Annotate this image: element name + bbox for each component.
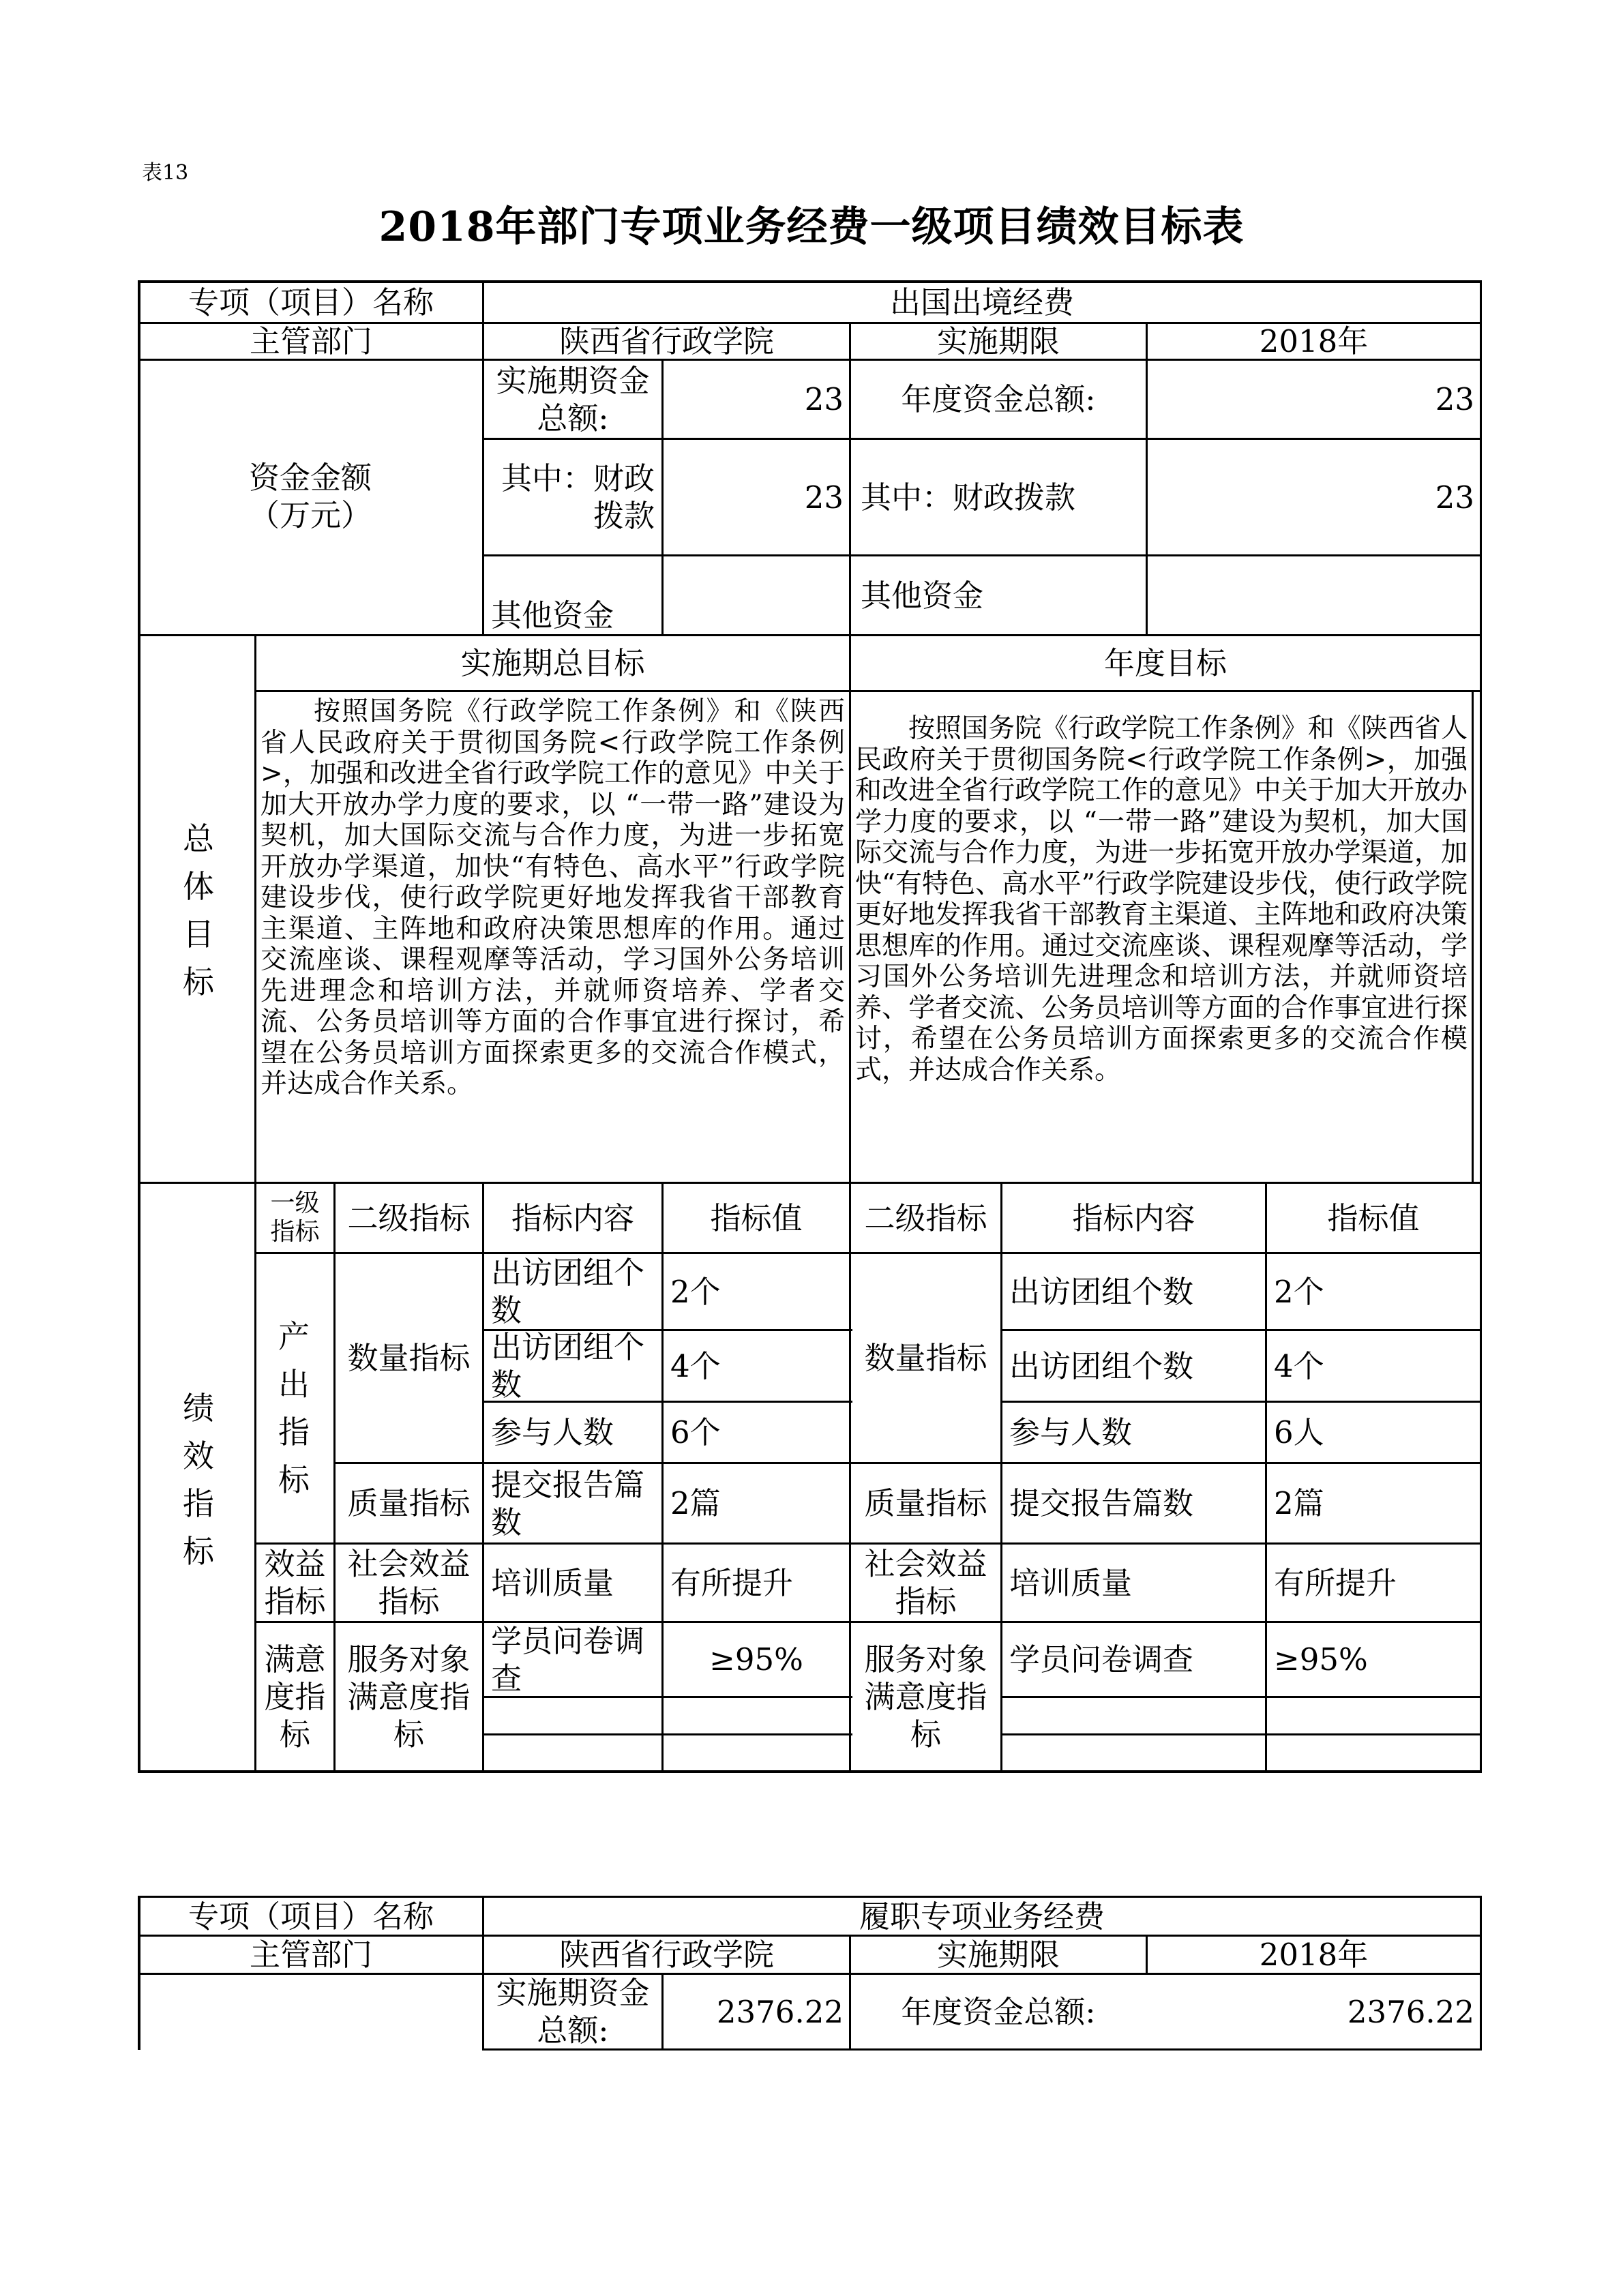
quality-label-left: 质量指标 [347, 1485, 471, 1521]
right-row-1-value: 2个 [1274, 1273, 1324, 1310]
left-row-3-value: 6个 [670, 1414, 721, 1450]
dept-value-2: 陕西省行政学院 [559, 1937, 774, 1973]
right-row-6-content: 学员问卷调查 [1009, 1641, 1194, 1678]
project-name-label: 专项（项目）名称 [188, 284, 434, 320]
impl-goal-text: 按照国务院《行政学院工作条例》和《陕西省人民政府关于贯彻国务院<行政学院工作条例>，加强和改进全省行政学院工作的意见》中关于加大开放办学力度的要求，以 “一带一路”建设为契机，加大国际交流与合作力度，为进一步拓宽开放办学渠道，加快“有特色、高水平”行政学院建设步伐，使行政学院更好地发挥我省干部教育主渠道、主阵地和政府决策思想库的作用。通过交流座谈、课程观摩等活动，学习国外公务培训先进理念和培训方法，并就师资培养、学者交流、公务员培训等方面的合作事宜进行探讨，希望在公务员培训方面探索更多的交流合作模式，并达成合作关系。 [260, 696, 845, 1099]
impl-total-value-2: 2376.22 [716, 1993, 844, 2030]
benefit-indicator-label: 效益指标 [264, 1546, 326, 1620]
fin-label-right: 其中：财政拨款 [861, 479, 1076, 516]
right-row-4-content: 提交报告篇数 [1009, 1485, 1194, 1521]
project-name: 出国出境经费 [889, 284, 1074, 320]
col-value-right: 指标值 [1327, 1199, 1420, 1236]
year-total-label: 年度资金总额: [901, 381, 1096, 417]
quantity-label-left: 数量指标 [347, 1340, 471, 1376]
quality-label-right: 质量指标 [864, 1485, 987, 1521]
period-label: 实施期限 [936, 324, 1060, 359]
other-label-left: 其他资金 [491, 597, 614, 633]
right-row-3-content: 参与人数 [1009, 1414, 1133, 1450]
perf-label: 绩效指标 [183, 1390, 214, 1570]
year-total-label-2: 年度资金总额: [901, 1993, 1096, 2030]
col-level2-left: 二级指标 [347, 1199, 471, 1236]
service-label-left: 服务对象满意度指标 [347, 1641, 471, 1753]
right-row-5-value: 有所提升 [1274, 1564, 1397, 1601]
service-label-right: 服务对象满意度指标 [864, 1641, 987, 1753]
impl-total-label: 实施期资金总额: [496, 362, 650, 436]
year-goal-header: 年度目标 [1103, 645, 1227, 681]
other-value-right [1148, 556, 1480, 634]
right-row-1-content: 出访团组个数 [1009, 1273, 1194, 1310]
goal-label: 总体目标 [183, 820, 214, 1000]
right-row-3-value: 6人 [1274, 1414, 1324, 1450]
left-row-6-value: ≥95% [709, 1641, 803, 1678]
funds-label: 资金金额（万元） [248, 459, 372, 533]
left-row-4-content: 提交报告篇数 [491, 1466, 645, 1540]
project-name-2: 履职专项业务经费 [859, 1898, 1105, 1935]
table-number: 表13 [142, 161, 189, 185]
other-value-left [664, 556, 849, 634]
col-value-left: 指标值 [710, 1199, 803, 1236]
social-label-left: 社会效益指标 [347, 1546, 471, 1620]
period-label-2: 实施期限 [936, 1937, 1060, 1973]
period-value: 2018年 [1259, 324, 1369, 359]
col-content-left: 指标内容 [511, 1199, 634, 1236]
year-goal-text: 按照国务院《行政学院工作条例》和《陕西省人民政府关于贯彻国务院<行政学院工作条例>，加强和改进全省行政学院工作的意见》中关于加大开放办学力度的要求，以 “一带一路”建设为契机，加大国际交流与合作力度，为进一步拓宽开放办学渠道，加快“有特色、高水平”行政学院建设步伐，使行政学院更好地发挥我省干部教育主渠道、主阵地和政府决策思想库的作用。通过交流座谈、课程观摩等活动，学习国外公务培训先进理念和培训方法，并就师资培养、学者交流、公务员培训等方面的合作事宜进行探讨，希望在公务员培训方面探索更多的交流合作模式，并达成合作关系。 [855, 713, 1468, 1086]
left-row-5-content: 培训质量 [491, 1564, 614, 1601]
satisfaction-indicator-label: 满意度指标 [264, 1641, 326, 1753]
fin-value-right: 23 [1435, 479, 1474, 516]
left-row-2-value: 4个 [670, 1347, 721, 1384]
impl-total-label-2: 实施期资金总额: [496, 1975, 650, 2048]
left-row-1-value: 2个 [670, 1273, 721, 1310]
right-row-5-content: 培训质量 [1009, 1564, 1133, 1601]
col-level2-right: 二级指标 [864, 1199, 987, 1236]
period-value-2: 2018年 [1259, 1937, 1369, 1973]
output-indicator-label: 产出指标 [278, 1318, 310, 1498]
year-total-value-2: 2376.22 [1347, 1993, 1474, 2030]
col-level1: 一级指标 [270, 1189, 320, 1246]
fin-value-left: 23 [804, 479, 844, 516]
col-content-right: 指标内容 [1072, 1199, 1195, 1236]
dept-value: 陕西省行政学院 [559, 324, 774, 359]
right-row-2-content: 出访团组个数 [1009, 1347, 1194, 1384]
impl-total-value: 23 [804, 381, 844, 417]
dept-label: 主管部门 [249, 324, 372, 359]
impl-goal-header: 实施期总目标 [460, 645, 645, 681]
fin-label-left: 其中：财政拨款 [501, 460, 655, 534]
right-row-2-value: 4个 [1274, 1347, 1324, 1384]
left-row-6-content: 学员问卷调查 [491, 1623, 645, 1696]
quantity-label-right: 数量指标 [864, 1340, 987, 1376]
left-row-3-content: 参与人数 [491, 1414, 614, 1450]
left-row-5-value: 有所提升 [670, 1564, 794, 1601]
page-title: 2018年部门专项业务经费一级项目绩效目标表 [378, 203, 1245, 251]
right-row-4-value: 2篇 [1274, 1485, 1324, 1521]
left-row-2-content: 出访团组个数 [491, 1331, 645, 1401]
left-row-4-value: 2篇 [670, 1485, 721, 1521]
dept-label-2: 主管部门 [249, 1937, 372, 1973]
other-label-right: 其他资金 [861, 577, 984, 614]
right-row-6-value: ≥95% [1274, 1641, 1368, 1678]
left-row-1-content: 出访团组个数 [491, 1255, 645, 1328]
social-label-right: 社会效益指标 [864, 1546, 987, 1620]
project-name-label-2: 专项（项目）名称 [188, 1898, 434, 1935]
year-total-value: 23 [1435, 381, 1474, 417]
